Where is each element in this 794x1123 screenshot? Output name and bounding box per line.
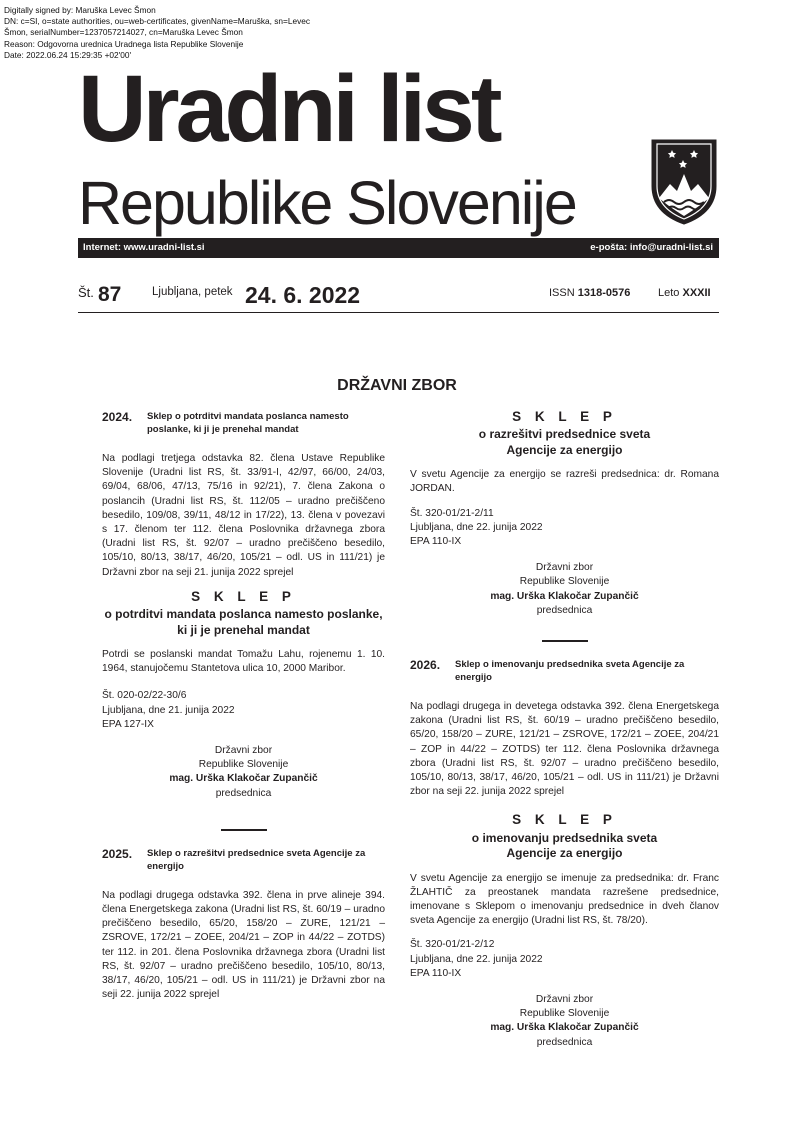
sklep-label: S K L E P (512, 409, 617, 424)
reference-number: Št. 320-01/21-2/12 (410, 939, 495, 951)
reference-date: Ljubljana, dne 22. junija 2022 (410, 953, 543, 965)
signature-line: Date: 2022.06.24 15:29:35 +02'00' (4, 49, 132, 60)
signatory-institution: Državni zbor (214, 745, 273, 757)
volume (658, 287, 711, 299)
issue-place: Ljubljana, petek (152, 286, 233, 298)
separator-rule (221, 829, 267, 831)
signatory-institution: Republike Slovenije (519, 1008, 610, 1020)
signatory-role: predsednica (536, 604, 593, 616)
act-preamble: Na podlagi tretjega odstavka 82. člena Ustave Republike Slovenije (Uradni list RS, št. 33/91-I, 42/97, 66/00, 24/03, 69/04, 68/06, 47/13, 75/16 in 92/21), 7. člena Zakona o poslancih (Uradni list RS, št. 112/05 – uradno prečiščeno besedilo, 109/08, 39/11, 48/12 in 17/22), 13. člena v povezavi s 17. členom ter 112. člena Poslovnika državnega zbora (Uradni list RS, št. 92/07 – uradno prečiščeno besedilo, 105/10, 80/13, 38/17, 46/20, 105/21 – odl. US in 111/21) je Državni zbor na seji 21. junija 2022 sprejel (102, 453, 385, 578)
signatory-institution: Državni zbor (535, 994, 594, 1006)
act-number: 2026. (410, 658, 441, 673)
sklep-title: o potrditvi mandata poslanca namesto poslanke, (104, 607, 383, 622)
reference-epa: EPA 110-IX (410, 967, 462, 979)
reference-number: Št. 320-01/21-2/11 (410, 507, 494, 519)
left-column (102, 410, 385, 1002)
masthead-subtitle: Republike Slovenije (78, 169, 576, 237)
reference-epa: EPA 127-IX (102, 718, 154, 730)
issue-number-label: Št. (78, 285, 94, 300)
signatory-institution: Državni zbor (535, 562, 594, 574)
sklep-title: Agencije za energijo (506, 442, 623, 457)
act-title: Sklep o imenovanju predsednika sveta Agencije za energijo (455, 659, 685, 684)
digital-signature-block (4, 5, 310, 61)
act-body: Potrdi se poslanski mandat Tomažu Lahu, rojenemu 1. 10. 1964, stanujočemu Stantetova ulica 10, 2000 Maribor. (102, 649, 385, 675)
signature-line: Digitally signed by: Maruška Levec Šmon (4, 5, 156, 15)
act-title: Sklep o razrešitvi predsednice sveta Agencije za energijo (147, 847, 366, 872)
act-number: 2024. (102, 410, 133, 424)
signature-line: Reason: Odgovorna urednica Uradnega lista Republike Slovenije (4, 38, 244, 49)
right-column (410, 410, 719, 1050)
website-bar (78, 238, 719, 258)
act-preamble: Na podlagi drugega odstavka 392. člena in prve alineje 394. člena Energetskega zakona (Uradni list RS, št. 60/19 – uradno prečiščeno besedilo, 65/20, 158/20 – ZURE, 121/21 – ZSROVE, 172/21 – ZOEE, 204/21 – ZOP in 44/22 – ZOTDS) ter 112. in 201. člena Poslovnika državnega zbora (Uradni list RS, št. 92/07 – uradno prečiščeno besedilo, 105/10, 80/13, 38/17, 46/20, 105/21 – odl. US in 111/21) je Državni zbor na seji 22. junija 2022 sprejel (102, 889, 385, 1001)
issn (549, 287, 630, 299)
email-link[interactable]: e-pošta: info@uradni-list.si (590, 242, 713, 253)
masthead (78, 56, 719, 262)
sklep-title: o imenovanju predsednika sveta (471, 830, 658, 845)
sklep-label: S K L E P (512, 812, 617, 828)
issue-date: 24. 6. 2022 (245, 282, 361, 308)
reference-epa: EPA 110-IX (410, 536, 462, 548)
signatory-role: predsednica (215, 787, 272, 799)
separator-rule (542, 640, 588, 642)
act-heading (102, 410, 385, 438)
issn-value: 1318-0576 (577, 287, 631, 299)
signatory-name: mag. Urška Klakočar Zupančič (490, 590, 639, 602)
act-body: V svetu Agencije za energijo se imenuje za predsednika: dr. Franc ŽLAHTIČ za preostanek mandata razrešene predsednice, imenovane s Sklepom o imenovanju predsednice in dveh članov sveta Agencije za energijo (Uradni list RS, št. 78/20). (410, 872, 719, 927)
issue-info-line (78, 282, 719, 313)
signature-line: DN: c=SI, o=state authorities, ou=web-certificates, givenName=Maruška, sn=Levec (4, 16, 310, 27)
sklep-label: S K L E P (191, 588, 296, 604)
reference-date: Ljubljana, dne 22. junija 2022 (410, 521, 543, 533)
act-body: V svetu Agencije za energijo se razreši predsednica: dr. Romana JORDAN. (410, 469, 719, 495)
act-title: Sklep o potrditvi mandata poslanca namesto poslanke, ki ji je prenehal mandat (147, 411, 349, 435)
masthead-title: Uradni list (78, 56, 499, 162)
section-heading: DRŽAVNI ZBOR (337, 377, 457, 394)
issn-label: ISSN (549, 287, 575, 299)
volume-label: Leto (658, 287, 680, 299)
signatory-name: mag. Urška Klakočar Zupančič (490, 1022, 639, 1034)
volume-value: XXXII (682, 287, 711, 299)
signatory-institution: Republike Slovenije (198, 759, 289, 771)
signatory-role: predsednica (536, 1036, 593, 1048)
act-heading (102, 847, 385, 875)
sklep-title: ki ji je prenehal mandat (177, 622, 310, 637)
sklep-title: o razrešitvi predsednice sveta (478, 427, 651, 442)
sklep-title: Agencije za energijo (506, 846, 623, 861)
reference-number: Št. 020-02/22-30/6 (102, 690, 187, 702)
coat-of-arms-icon (650, 138, 718, 226)
act-number: 2025. (102, 846, 133, 861)
act-heading (410, 658, 719, 686)
signatory-institution: Republike Slovenije (519, 576, 610, 588)
reference-date: Ljubljana, dne 21. junija 2022 (102, 704, 235, 716)
signature-line: Šmon, serialNumber=1237057214027, cn=Maruška Levec Šmon (4, 27, 243, 38)
website-link[interactable]: Internet: www.uradni-list.si (83, 242, 205, 253)
issue-number: 87 (98, 283, 122, 306)
act-preamble: Na podlagi drugega in devetega odstavka 392. člena Energetskega zakona (Uradni list RS, št. 60/19 – uradno prečiščeno besedilo, 65/20, 158/20 – ZURE, 121/21 – ZSROVE, 172/21 – ZOEE, 204/21 – ZOP in 44/22 – ZOTDS) ter 112. člena Poslovnika državnega zbora (Uradni list RS, št. 92/07 – uradno prečiščeno besedilo, 105/10, 80/13, 38/17, 46/20, 105/21 – odl. US in 111/21) je Državni zbor na seji 22. junija 2022 sprejel (410, 701, 719, 798)
signatory-name: mag. Urška Klakočar Zupančič (169, 773, 318, 785)
